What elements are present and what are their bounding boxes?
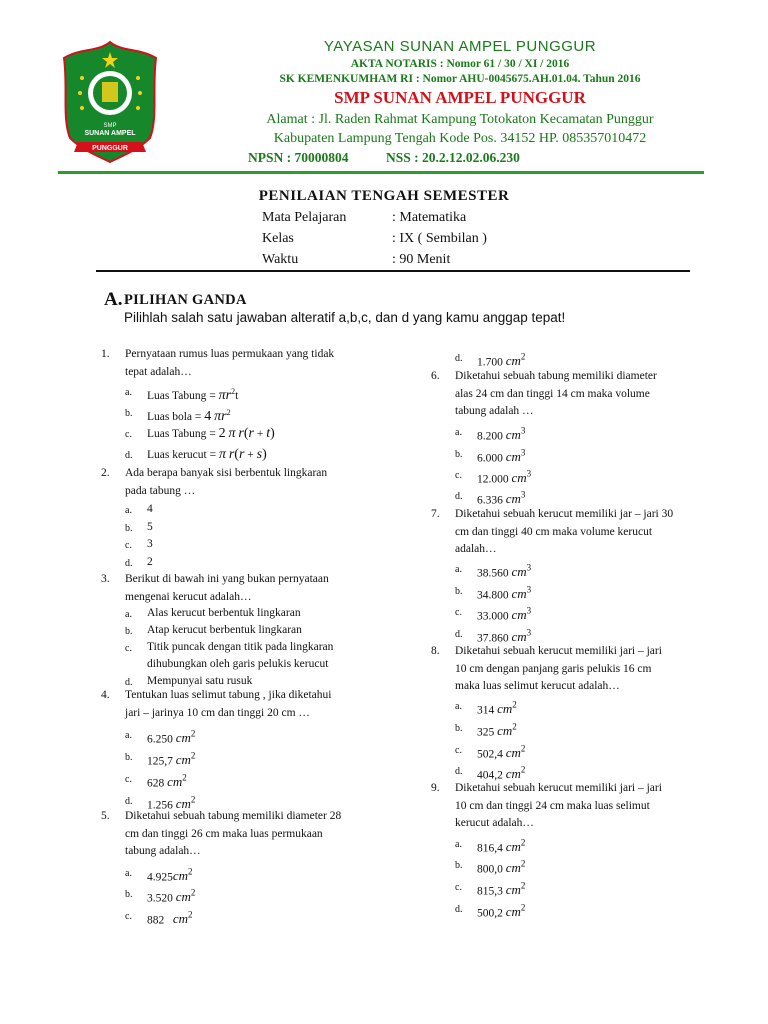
time-value: : 90 Menit [392, 252, 451, 267]
section-letter: A. [104, 289, 123, 310]
npsn: NPSN : 70000804 [248, 150, 349, 165]
sk-kemenkumham: SK KEMENKUMHAM RI : Nomor AHU-0045675.AH.01.04. Tahun 2016 [279, 73, 641, 85]
question-text: Diketahui sebuah tabung memiliki diameter alas 24 cm dan tinggi 14 cm maka volume tabung adalah … [455, 370, 657, 417]
question-text: Berikut di bawah ini yang bukan pernyataan mengenai kerucut adalah… [125, 573, 329, 603]
yayasan-name: YAYASAN SUNAN AMPEL PUNGGUR [323, 38, 597, 55]
section-title: PILIHAN GANDA [124, 292, 247, 308]
question-text: Diketahui sebuah tabung memiliki diameter 28 cm dan tinggi 26 cm maka luas permukaan tabung adalah… [125, 810, 342, 857]
question-number: 6. [431, 370, 440, 382]
logo-small-text: SMP [103, 123, 117, 129]
right-column: d. 1.700 $cm^2$ 6. Diketahui sebuah tabung memiliki diameter alas 24 cm dan tinggi 14 cm maka volume tabung adalah … a. 8.200 $cm^3$ b. 6.000 $cm^3$ c. 12.000 $cm^3$ d. 6.336 $cm^3$ 7. Diketahui sebuah kerucut memiliki jar – jari 30 cm dan tinggi 40 cm maka volume kerucut adalah… a. 38.560 $cm^3$ b. 34.800 $cm^3$ c. 33.000 $cm^3$ d. 37.860 $cm^3$ 8. Diketahui sebuah kerucut memiliki jari – jari 10 cm dengan panjang garis pelukis 16 cm maka luas selimut kerucut adalah… a. 314 $cm^2$ b. 325 $cm^2$ c. 502,4 $cm^2$ d. 404,2 $cm^2$ 9. Diketahui sebuah kerucut memiliki jari – jari 10 cm dan tinggi 24 cm maka luas selimut kerucut adalah… a. 816,4 $cm^2$ b. 800,0 $cm^2$ c. 815,3 $cm^2$ d. 500,2 $cm^2$ [431, 346, 731, 946]
question-text: Diketahui sebuah kerucut memiliki jari – jari 10 cm dengan panjang garis pelukis 16 cm maka luas selimut kerucut adalah… [455, 645, 662, 692]
question-number: 5. [101, 810, 110, 822]
subject-value: : Matematika [392, 210, 467, 225]
nss: NSS : 20.2.12.02.06.230 [386, 150, 520, 165]
class-value: : IX ( Sembilan ) [392, 231, 487, 246]
exam-title: PENILAIAN TENGAH SEMESTER [258, 188, 510, 204]
question-number: 4. [101, 689, 110, 701]
logo-ribbon-text: PUNGGUR [92, 145, 128, 152]
school-name: SMP SUNAN AMPEL PUNGGUR [334, 88, 586, 107]
question-text: Tentukan luas selimut tabung , jika diketahui jari – jarinya 10 cm dan tinggi 20 cm … [125, 689, 332, 719]
question-text: Diketahui sebuah kerucut memiliki jar – jari 30 cm dan tinggi 40 cm maka volume kerucut adalah… [455, 508, 674, 555]
akta-notaris: AKTA NOTARIS : Nomor 61 / 30 / XI / 2016 [350, 58, 570, 70]
time-label: Waktu [262, 252, 299, 267]
question-number: 8. [431, 645, 440, 657]
question-text: Pernyataan rumus luas permukaan yang tidak tepat adalah… [125, 348, 335, 378]
question-number: 2. [101, 467, 110, 479]
question-number: 3. [101, 573, 110, 585]
question-number: 7. [431, 508, 440, 520]
subject-label: Mata Pelajaran [262, 210, 347, 225]
info-divider [96, 270, 690, 272]
section-instruction: Pilihlah salah satu jawaban alteratif a,b,c, dan d yang kamu anggap tepat! [124, 310, 566, 325]
left-column: 1. Pernyataan rumus luas permukaan yang tidak tepat adalah… a. Luas Tabung = $\pi r^2t$ b. Luas bola = 4 $\pi r^2$ c. Luas Tabung = 2 π r(r + t) d. Luas kerucut = π r(r + s) 2. Ada berapa banyak sisi berbentuk lingkaran pada tabung … a. 4 b. 5 c. 3 d. 2 3. Berikut di bawah ini yang bukan pernyataan mengenai kerucut adalah… a. Alas kerucut berbentuk lingkaran b. Atap kerucut berbentuk lingkaran c. Titik puncak dengan titik pada lingkaran dihubungkan oleh garis pelukis kerucut d. Mempunyai satu rusuk 4. Tentukan luas selimut tabung , jika diketahui jari – jarinya 10 cm dan tinggi 20 cm … a. 6.250 $cm^2$ b. 125,7 $cm^2$ c. 628 $cm^2$ d. 1.256 $cm^2$ 5. Diketahui sebuah tabung memiliki diameter 28 cm dan tinggi 26 cm maka luas permukaan tabung adalah… a. $4.925cm^2$ b. 3.520 $cm^2$ c. 882 $cm^2$ [101, 346, 401, 946]
question-text: Ada berapa banyak sisi berbentuk lingkaran pada tabung … [125, 467, 328, 497]
question-number: 1. [101, 348, 110, 360]
school-logo [60, 38, 160, 166]
school-address: Alamat : Jl. Raden Rahmat Kampung Totokaton Kecamatan Punggur [266, 112, 654, 127]
question-text: Diketahui sebuah kerucut memiliki jari – jari 10 cm dan tinggi 24 cm maka luas selimut kerucut adalah… [455, 782, 662, 829]
logo-text: SUNAN AMPEL [84, 130, 136, 137]
class-label: Kelas [262, 231, 294, 246]
school-district: Kabupaten Lampung Tengah Kode Pos. 34152 HP. 085357010472 [273, 131, 647, 146]
header-divider [58, 171, 704, 174]
question-number: 9. [431, 782, 440, 794]
